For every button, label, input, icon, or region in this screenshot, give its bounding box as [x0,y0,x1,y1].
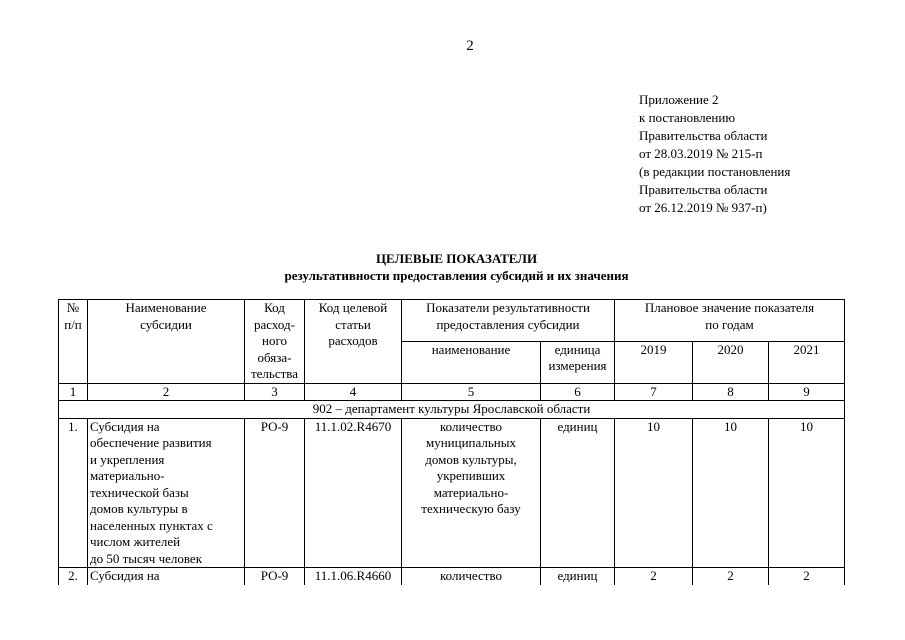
title-line-2: результативности предоставления субсидий и их значения [284,268,629,283]
header-row-1 [59,300,845,342]
col-number: 5 [402,383,541,401]
appendix-line: (в редакции постановления [639,164,791,179]
row-target: 11.1.06.R4660 [305,568,402,585]
row-value-2019: 2 [615,568,693,585]
appendix-line: от 26.12.2019 № 937-п) [639,200,767,215]
header-target: Код целевой статьи расходов [305,300,402,384]
appendix-block [639,91,790,217]
header-ind-unit: единица измерения [541,341,615,383]
row-subsidy-name: Субсидия на обеспечение развития и укрепления материально- технической базы домов культуры в населенных пунктах с числом жителей до 50 тысяч человек [88,418,245,568]
appendix-line: к постановлению [639,110,736,125]
appendix-line: Правительства области [639,128,768,143]
header-2021: 2021 [769,341,845,383]
row-value-2021: 10 [769,418,845,568]
col-number: 2 [88,383,245,401]
table-row [59,418,845,568]
row-indicator: количество муниципальных домов культуры, укрепивших материально- техническую базу [402,418,541,568]
header-ind-name: наименование [402,341,541,383]
row-value-2020: 2 [693,568,769,585]
header-2020: 2020 [693,341,769,383]
row-num: 1. [59,418,88,568]
title-line-1: ЦЕЛЕВЫЕ ПОКАЗАТЕЛИ [375,251,538,266]
section-row [59,401,845,419]
row-value-2021: 2 [769,568,845,585]
row-code: РО-9 [245,418,305,568]
row-subsidy-name: Субсидия на [88,568,245,585]
row-unit: единиц [541,418,615,568]
row-value-2019: 10 [615,418,693,568]
row-num: 2. [59,568,88,585]
row-indicator: количество [402,568,541,585]
header-2019: 2019 [615,341,693,383]
header-plan: Плановое значение показателя по годам [615,300,845,342]
col-number: 8 [693,383,769,401]
row-value-2020: 10 [693,418,769,568]
row-unit: единиц [541,568,615,585]
page-number: 2 [466,38,474,54]
col-number: 4 [305,383,402,401]
header-code: Код расход- ного обяза- тельства [245,300,305,384]
row-target: 11.1.02.R4670 [305,418,402,568]
document-title [0,250,905,284]
col-number: 1 [59,383,88,401]
appendix-line: Правительства области [639,182,768,197]
appendix-line: Приложение 2 [639,92,719,107]
section-title: 902 – департамент культуры Ярославской области [59,401,845,419]
column-numbers-row [59,383,845,401]
col-number: 7 [615,383,693,401]
table-row [59,568,845,585]
row-code: РО-9 [245,568,305,585]
indicators-table [58,299,845,585]
header-num: № п/п [59,300,88,384]
col-number: 6 [541,383,615,401]
col-number: 3 [245,383,305,401]
header-name: Наименование субсидии [88,300,245,384]
col-number: 9 [769,383,845,401]
appendix-line: от 28.03.2019 № 215-п [639,146,763,161]
header-indicators: Показатели результативности предоставления субсидии [402,300,615,342]
